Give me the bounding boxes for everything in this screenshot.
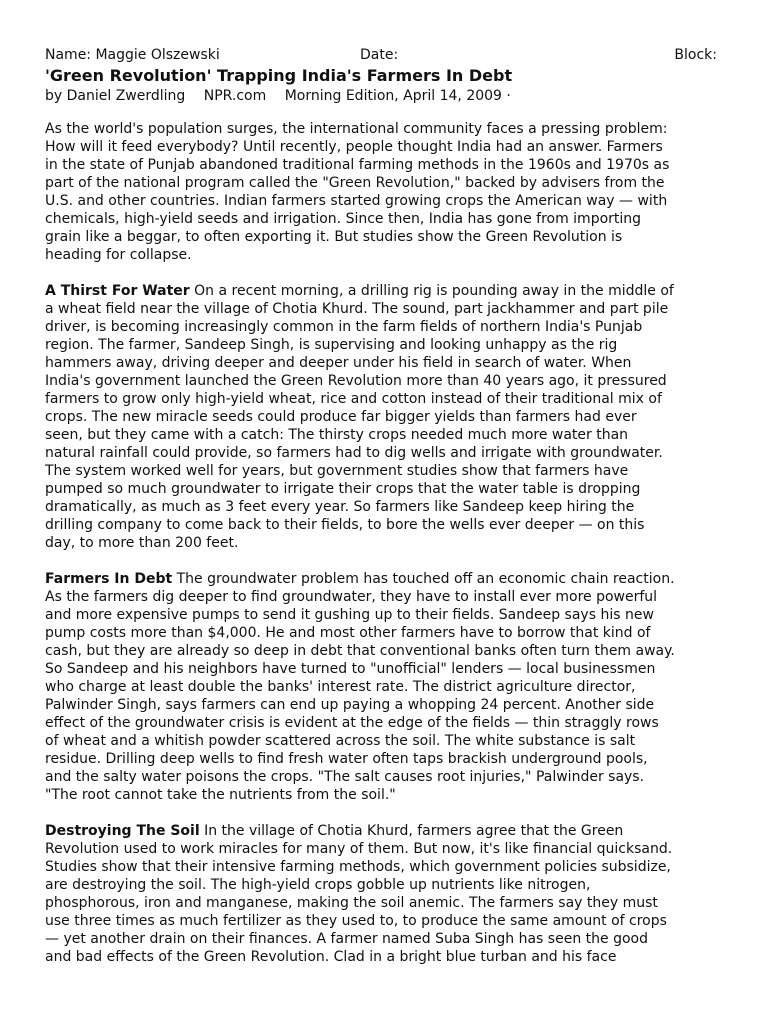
- text-line: [45, 570, 728, 588]
- text-line: heading for collapse.: [45, 247, 192, 263]
- text-line: Revolution used to work miracles for many of them. But now, it's like financial quicksand.: [45, 841, 673, 857]
- text-line: The system worked well for years, but government studies show that farmers have: [45, 463, 629, 479]
- text-line: So Sandeep and his neighbors have turned to "unofficial" lenders — local businessmen: [45, 661, 656, 677]
- worksheet-header: [45, 46, 728, 66]
- text-line: in the state of Punjab abandoned traditional farming methods in the 1960s and 1970s as: [45, 157, 670, 173]
- text-line: use three times as much fertilizer as they used to, to produce the same amount of crops: [45, 913, 667, 929]
- section-destroying-the-soil: [45, 822, 728, 966]
- block-field-label: Block:: [674, 47, 717, 63]
- text-line: a wheat field near the village of Chotia Khurd. The sound, part jackhammer and part pile: [45, 301, 669, 317]
- intro-paragraph: [45, 120, 728, 264]
- section-first-line: In the village of Chotia Khurd, farmers agree that the Green: [199, 823, 624, 839]
- source: NPR.com: [203, 88, 267, 104]
- author: by Daniel Zwerdling: [45, 88, 186, 104]
- text-line: As the farmers dig deeper to find groundwater, they have to install ever more powerful: [45, 589, 658, 605]
- text-line: hammers away, driving deeper and deeper under his field in search of water. When: [45, 355, 632, 371]
- section-heading: A Thirst For Water: [45, 283, 190, 299]
- text-line: As the world's population surges, the international community faces a pressing problem:: [45, 121, 668, 137]
- text-line: part of the national program called the "Green Revolution," backed by advisers from the: [45, 175, 665, 191]
- section-heading: Destroying The Soil: [45, 823, 200, 839]
- text-line: and the salty water poisons the crops. "The salt causes root injuries," Palwinder says.: [45, 769, 645, 785]
- section-farmers-in-debt: [45, 570, 728, 804]
- text-line: Studies show that their intensive farming methods, which government policies subsidize,: [45, 859, 671, 875]
- student-name: Name: Maggie Olszewski: [45, 47, 220, 63]
- section-first-line: On a recent morning, a drilling rig is pounding away in the middle of: [189, 283, 674, 299]
- section-first-line: The groundwater problem has touched off an economic chain reaction.: [172, 571, 675, 587]
- text-line: pumped so much groundwater to irrigate their crops that the water table is dropping: [45, 481, 641, 497]
- text-line: [45, 282, 728, 300]
- text-line: are destroying the soil. The high-yield crops gobble up nutrients like nitrogen,: [45, 877, 591, 893]
- date-field-label: Date:: [360, 47, 399, 63]
- text-line: who charge at least double the banks' interest rate. The district agriculture director,: [45, 679, 636, 695]
- text-line: residue. Drilling deep wells to find fresh water often taps brackish underground pools,: [45, 751, 648, 767]
- text-line: grain like a beggar, to often exporting it. But studies show the Green Revolution is: [45, 229, 623, 245]
- text-line: — yet another drain on their finances. A farmer named Suba Singh has seen the good: [45, 931, 648, 947]
- text-line: [45, 822, 728, 840]
- text-line: phosphorous, iron and manganese, making the soil anemic. The farmers say they must: [45, 895, 658, 911]
- text-line: cash, but they are already so deep in debt that conventional banks often turn them away.: [45, 643, 675, 659]
- text-line: driver, is becoming increasingly common in the farm fields of northern India's Punjab: [45, 319, 643, 335]
- article-byline: [45, 87, 728, 105]
- text-line: pump costs more than $4,000. He and most other farmers have to borrow that kind of: [45, 625, 651, 641]
- text-line: natural rainfall could provide, so farmers had to dig wells and irrigate with groundwater.: [45, 445, 663, 461]
- document-page: [45, 46, 728, 966]
- text-line: India's government launched the Green Revolution more than 40 years ago, it pressured: [45, 373, 667, 389]
- section-thirst-for-water: [45, 282, 728, 552]
- edition-date: Morning Edition, April 14, 2009 ·: [284, 88, 511, 104]
- text-line: crops. The new miracle seeds could produce far bigger yields than farmers had ever: [45, 409, 637, 425]
- text-line: chemicals, high-yield seeds and irrigation. Since then, India has gone from importing: [45, 211, 642, 227]
- text-line: U.S. and other countries. Indian farmers started growing crops the American way — with: [45, 193, 668, 209]
- text-line: and more expensive pumps to send it gushing up to their fields. Sandeep says his new: [45, 607, 654, 623]
- text-line: farmers to grow only high-yield wheat, rice and cotton instead of their traditional mix of: [45, 391, 662, 407]
- text-line: seen, but they came with a catch: The thirsty crops needed much more water than: [45, 427, 629, 443]
- text-line: effect of the groundwater crisis is evident at the edge of the fields — thin straggly rows: [45, 715, 659, 731]
- section-heading: Farmers In Debt: [45, 571, 173, 587]
- text-line: How will it feed everybody? Until recently, people thought India had an answer. Farmers: [45, 139, 663, 155]
- text-line: "The root cannot take the nutrients from the soil.": [45, 787, 396, 803]
- text-line: and bad effects of the Green Revolution. Clad in a bright blue turban and his face: [45, 949, 617, 965]
- text-line: of wheat and a whitish powder scattered across the soil. The white substance is salt: [45, 733, 636, 749]
- text-line: dramatically, as much as 3 feet every year. So farmers like Sandeep keep hiring the: [45, 499, 635, 515]
- text-line: drilling company to come back to their fields, to bore the wells ever deeper — on this: [45, 517, 645, 533]
- text-line: Palwinder Singh, says farmers can end up paying a whopping 24 percent. Another side: [45, 697, 655, 713]
- text-line: region. The farmer, Sandeep Singh, is supervising and looking unhappy as the rig: [45, 337, 618, 353]
- text-line: day, to more than 200 feet.: [45, 535, 239, 551]
- article-title: 'Green Revolution' Trapping India's Farmers In Debt: [45, 66, 513, 85]
